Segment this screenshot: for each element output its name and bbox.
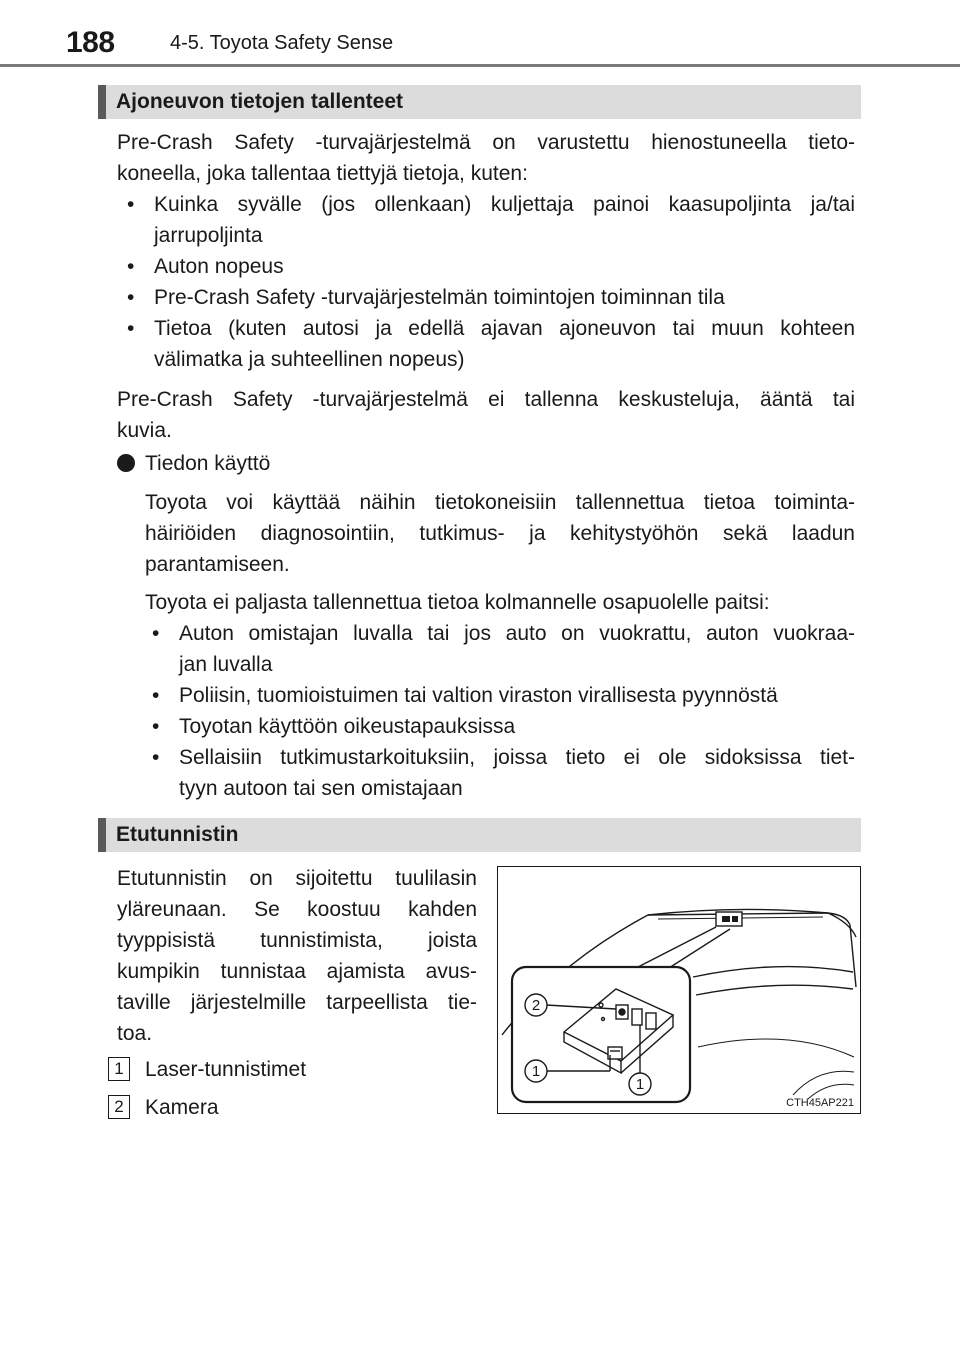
item-label-camera: Kamera xyxy=(145,1096,219,1119)
item-label-laser-sensor: Laser-tunnistimet xyxy=(145,1058,307,1081)
list-item-text: Tietoa (kuten autosi ja edellä ajavan ajoneuvon tai muun kohteen xyxy=(154,317,855,340)
callout-label: 1 xyxy=(531,1063,541,1080)
list-item-text: Auton nopeus xyxy=(154,255,284,278)
list-item-text: jan luvalla xyxy=(179,653,273,676)
windshield-sensor-drawing xyxy=(498,867,859,1112)
paragraph-line: Etutunnistin on sijoitettu tuulilasin xyxy=(117,867,477,890)
list-item xyxy=(127,251,855,282)
list-item-text: Toyotan käyttöön oikeustapauksissa xyxy=(179,715,516,738)
list-item xyxy=(127,282,855,313)
intro-line-1: Pre-Crash Safety -turvajärjestelmä on varustettu hienostuneella tieto- xyxy=(117,131,855,154)
list-item-text: välimatka ja suhteellinen nopeus) xyxy=(154,348,465,371)
bullet-icon: • xyxy=(127,286,135,309)
bullet-icon: • xyxy=(152,622,160,645)
bullet-icon: • xyxy=(127,317,135,340)
list-item xyxy=(152,742,855,804)
section-title: Etutunnistin xyxy=(116,823,239,846)
subheading-data-usage: Tiedon käyttö xyxy=(145,452,271,475)
paragraph-line: kumpikin tunnistaa ajamista avus- xyxy=(117,960,477,983)
list-item xyxy=(152,618,855,680)
list-item-text: jarrupoljinta xyxy=(154,224,263,247)
bullet-icon: • xyxy=(152,684,160,707)
chapter-title: 4-5. Toyota Safety Sense xyxy=(170,32,394,54)
section-accent xyxy=(98,85,106,119)
list-item-text: Auton omistajan luvalla tai jos auto on vuokrattu, auton vuokraa- xyxy=(179,622,855,645)
section-heading-front-sensor xyxy=(98,818,861,852)
intro-line-2: koneella, joka tallentaa tiettyjä tietoja, kuten: xyxy=(117,162,528,185)
bullet-icon: • xyxy=(127,255,135,278)
paragraph-line: toa. xyxy=(117,1022,153,1045)
list-item xyxy=(152,711,855,742)
paragraph-line: kuvia. xyxy=(117,419,172,442)
list-item-text: Pre-Crash Safety -turvajärjestelmän toimintojen toiminnan tila xyxy=(154,286,725,309)
paragraph-line: parantamiseen. xyxy=(145,553,290,576)
list-item-text: Sellaisiin tutkimustarkoituksiin, joissa tieto ei ole sidoksissa tiet- xyxy=(179,746,855,769)
callout-label: 2 xyxy=(531,997,541,1014)
paragraph-line: tyyppisistä tunnistimista, joista xyxy=(117,929,477,952)
section-title: Ajoneuvon tietojen tallenteet xyxy=(116,90,404,113)
page-number: 188 xyxy=(66,26,115,59)
figure-code: CTH45AP221 xyxy=(786,1097,854,1109)
paragraph-line: Pre-Crash Safety -turvajärjestelmä ei tallenna keskusteluja, ääntä tai xyxy=(117,388,855,411)
list-item-text: tyyn autoon tai sen omistajaan xyxy=(179,777,463,800)
bullet-icon: • xyxy=(152,715,160,738)
sensor-illustration xyxy=(497,866,861,1114)
callout-label: 1 xyxy=(635,1076,645,1093)
callout-number-box: 2 xyxy=(108,1095,130,1119)
list-item xyxy=(152,680,855,711)
header-rule xyxy=(0,64,960,67)
list-item xyxy=(127,189,855,251)
paragraph-line: taville järjestelmille tarpeellista tie- xyxy=(117,991,477,1014)
paragraph-line: Toyota voi käyttää näihin tietokoneisiin tallennettua tietoa toiminta- xyxy=(145,491,855,514)
section-accent xyxy=(98,818,106,852)
circle-bullet-icon xyxy=(117,454,135,472)
section-heading-vehicle-data xyxy=(98,85,861,119)
bullet-icon: • xyxy=(127,193,135,216)
bullet-icon: • xyxy=(152,746,160,769)
list-item-text: Kuinka syvälle (jos ollenkaan) kuljettaja painoi kaasupoljinta ja/tai xyxy=(154,193,855,216)
list-item-text: Poliisin, tuomioistuimen tai valtion viraston virallisesta pyynnöstä xyxy=(179,684,778,707)
callout-number-box: 1 xyxy=(108,1057,130,1081)
paragraph-line: häiriöiden diagnosointiin, tutkimus- ja kehitystyöhön sekä laadun xyxy=(145,522,855,545)
page-header xyxy=(0,0,960,70)
paragraph-line: yläreunaan. Se koostuu kahden xyxy=(117,898,477,921)
paragraph-line: Toyota ei paljasta tallennettua tietoa kolmannelle osapuolelle paitsi: xyxy=(145,591,770,614)
list-item xyxy=(127,313,855,375)
